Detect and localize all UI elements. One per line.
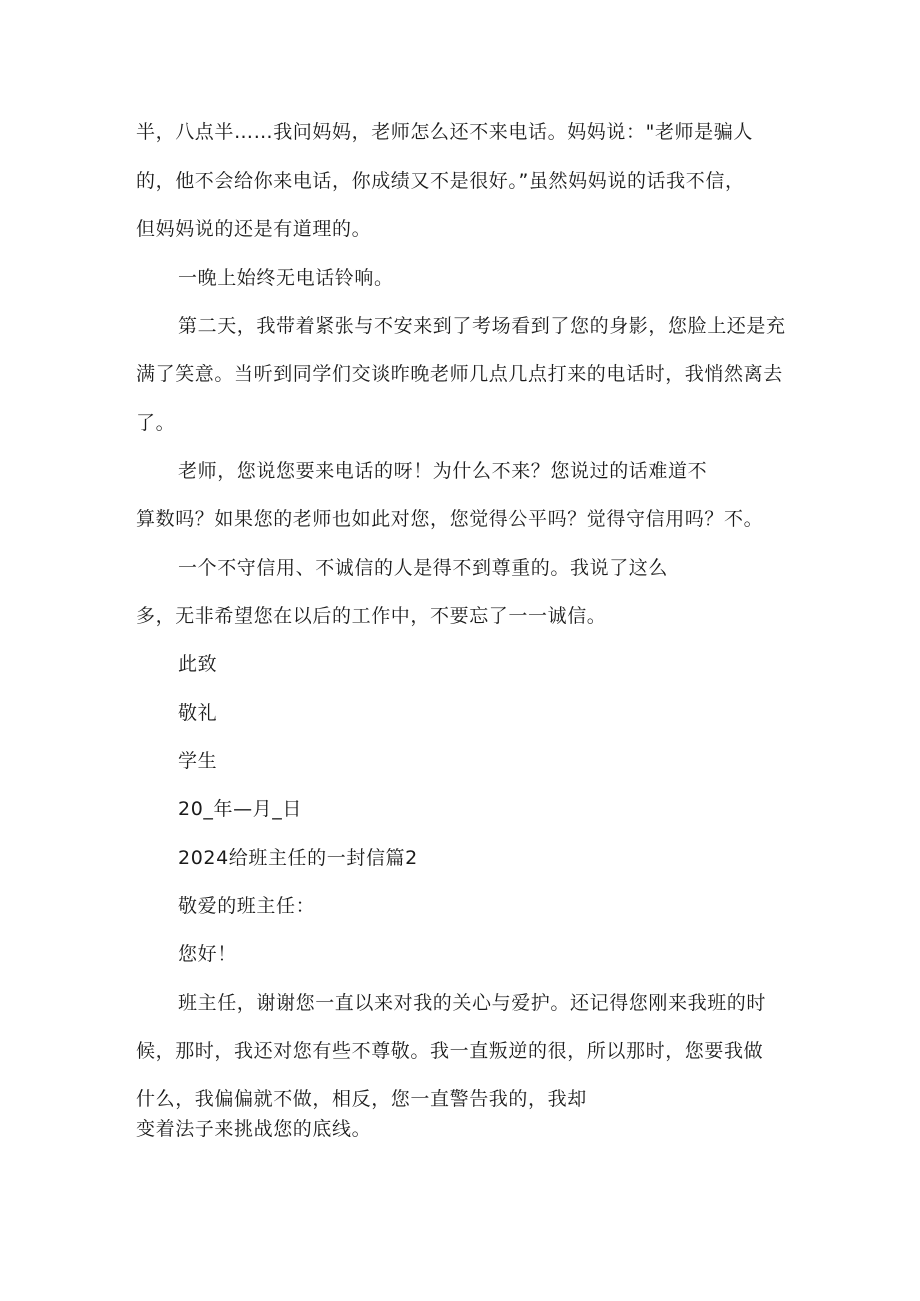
text-line: 第二天，我带着紧张与不安来到了考场看到了您的身影，您脸上还是充 — [178, 315, 786, 337]
text-line: 变着法子来挑战您的底线。 — [136, 1118, 372, 1140]
text-line: 满了笑意。当听到同学们交谈昨晚老师几点几点打来的电话时，我悄然离去 — [136, 363, 783, 385]
text-line: 了。 — [136, 412, 176, 434]
text-line: 但妈妈说的还是有道理的。 — [136, 218, 372, 240]
text-line: 半，八点半……我问妈妈，老师怎么还不来电话。妈妈说："老师是骗人 — [136, 121, 753, 143]
text-line: 一晚上始终无电话铃响。 — [178, 267, 394, 289]
section-heading: 2024给班主任的一封信篇2 — [178, 847, 418, 869]
text-line: 敬爱的班主任： — [178, 895, 316, 917]
text-line: 此致 — [178, 653, 218, 675]
text-line: 20_年—月_日 — [178, 798, 302, 820]
text-line: 多，无非希望您在以后的工作中，不要忘了一一诚信。 — [136, 605, 607, 627]
text-line: 一个不守信用、不诚信的人是得不到尊重的。我说了这么 — [178, 557, 669, 579]
text-line: 算数吗？如果您的老师也如此对您，您觉得公平吗？觉得守信用吗？不。 — [136, 508, 764, 530]
text-line: 什么，我偏偏就不做，相反，您一直警告我的，我却 — [136, 1088, 587, 1110]
text-line: 学生 — [178, 750, 218, 772]
text-line: 您好！ — [178, 943, 237, 965]
text-line: 候，那时，我还对您有些不尊敬。我一直叛逆的很，所以那时，您要我做 — [136, 1040, 764, 1062]
text-line: 老师，您说您要来电话的呀！为什么不来？您说过的话难道不 — [178, 460, 708, 482]
text-line: 的，他不会给你来电话，你成绩又不是很好。”虽然妈妈说的话我不信， — [136, 170, 745, 192]
text-line: 班主任，谢谢您一直以来对我的关心与爱护。还记得您刚来我班的时 — [178, 992, 767, 1014]
text-line: 敬礼 — [178, 702, 218, 724]
